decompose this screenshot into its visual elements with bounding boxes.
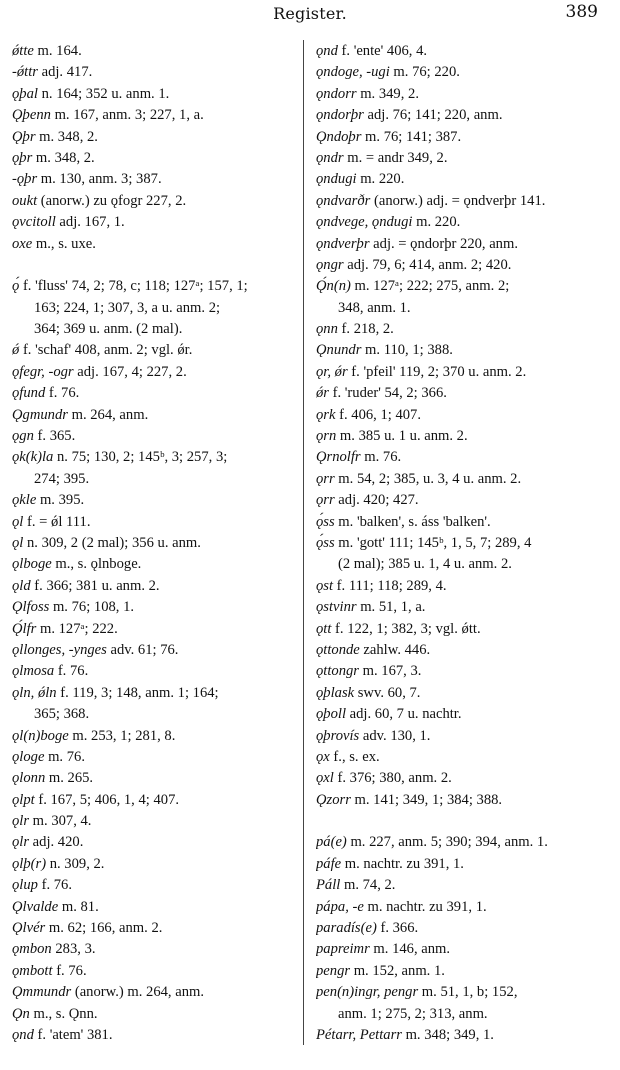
- page-header: [0, 0, 620, 30]
- entry-references: m. 51, 1, a.: [356, 599, 426, 616]
- entry-headword: pápa, -e: [316, 898, 364, 915]
- entry-references: m. 348, 2.: [32, 149, 95, 166]
- entry-references: m. 76.: [44, 748, 85, 765]
- index-entry: [316, 490, 608, 511]
- entry-references: m. 62; 166, anm. 2.: [45, 920, 163, 937]
- index-entry: [12, 918, 296, 939]
- entry-headword: Ǫndoþr: [316, 128, 362, 145]
- entry-references: 163; 224, 1; 307, 3, a u. anm. 2;: [34, 299, 221, 316]
- entry-headword: pen(n)ingr, pengr: [316, 984, 419, 1001]
- entry-headword: ǿr: [316, 385, 329, 402]
- index-entry: [316, 405, 608, 426]
- entry-references: f. 'atem' 381.: [33, 1026, 113, 1043]
- entry-references: m. = andr 349, 2.: [343, 149, 448, 166]
- entry-references: adj. 420; 427.: [334, 492, 419, 509]
- entry-references: m. 265.: [45, 770, 94, 787]
- entry-references: m. 127ᵃ; 222.: [36, 620, 118, 637]
- entry-references: f. 'pfeil' 119, 2; 370 u. anm. 2.: [347, 363, 527, 380]
- entry-references: (anorw.) m. 264, anm.: [71, 984, 204, 1001]
- entry-headword: ǫlboge: [12, 556, 52, 573]
- entry-headword: ǫnn: [316, 321, 338, 338]
- entry-headword: ǫl(n)boge: [12, 727, 69, 744]
- index-entry: [316, 41, 608, 62]
- index-entry: [316, 918, 608, 939]
- entry-references: m. 'gott' 111; 145ᵇ, 1, 5, 7; 289, 4: [334, 534, 532, 551]
- entry-references: m. 253, 1; 281, 8.: [68, 727, 176, 744]
- entry-headword: ǫmbon: [12, 941, 52, 958]
- running-title: Register.: [273, 4, 347, 23]
- index-entry: [316, 961, 608, 982]
- entry-references: m. 'balken', s. áss 'balken'.: [334, 513, 491, 530]
- entry-headword: ǫndverþr: [316, 235, 370, 252]
- index-entry: [12, 1025, 296, 1046]
- left-column: [12, 41, 296, 1046]
- entry-headword: ǫgn: [12, 428, 34, 445]
- entry-headword: ǫx: [316, 748, 330, 765]
- entry-headword: ǫlr: [12, 834, 30, 851]
- entry-headword: ǫlr: [12, 813, 30, 830]
- entry-references: m. 348; 349, 1.: [401, 1026, 494, 1043]
- entry-headword: Ǫrnolfr: [316, 449, 361, 466]
- index-entry: [316, 84, 608, 105]
- entry-references: m. 307, 4.: [29, 813, 92, 830]
- entry-headword: ǫndvarðr: [316, 192, 371, 209]
- index-entry: [12, 426, 296, 447]
- entry-references: m. 51, 1, b; 152,: [418, 984, 518, 1001]
- index-entry: [12, 897, 296, 918]
- index-entry: [12, 576, 296, 597]
- entry-headword: ǫþrovís: [316, 727, 360, 744]
- index-entry: [316, 148, 608, 169]
- entry-headword: ǫl: [12, 513, 24, 530]
- index-entry: [316, 875, 608, 896]
- entry-references: f. 119, 3; 148, anm. 1; 164;: [56, 684, 219, 701]
- entry-references: m., s. ǫlnboge.: [51, 556, 142, 573]
- entry-headword: ǫllonges, -ynges: [12, 641, 107, 658]
- index-entry: [12, 939, 296, 960]
- entry-headword: ǫrn: [316, 428, 337, 445]
- entry-headword: Ǫmmundr: [12, 984, 72, 1001]
- column-divider: [303, 40, 304, 1045]
- entry-references: f. 'ente' 406, 4.: [337, 43, 428, 59]
- right-column: [316, 41, 608, 1046]
- entry-references: adj. 76; 141; 220, anm.: [363, 107, 503, 124]
- entry-headword: -ǫþr: [12, 171, 38, 188]
- entry-references: m. 146, anm.: [369, 941, 451, 958]
- entry-references: m. 110, 1; 388.: [361, 342, 453, 359]
- entry-references: (anorw.) zu ǫfogr 227, 2.: [37, 192, 187, 209]
- index-entry: [316, 212, 608, 233]
- index-entry: [12, 191, 296, 212]
- entry-references: adj. 420.: [29, 834, 84, 851]
- entry-headword: ǫndugi: [316, 171, 357, 188]
- entry-references: m. nachtr. zu 391, 1.: [341, 855, 464, 872]
- index-entry: [12, 768, 296, 789]
- index-entry: [316, 319, 608, 340]
- index-entry: [316, 854, 608, 875]
- index-entry: [12, 127, 296, 148]
- entry-continuation-line: [316, 554, 608, 575]
- entry-references: 365; 368.: [34, 706, 90, 723]
- entry-headword: Ǫgmundr: [12, 406, 68, 423]
- entry-references: f. 218, 2.: [337, 321, 394, 338]
- entry-references: adj. 167, 1.: [55, 214, 125, 231]
- entry-headword: ǫrr: [316, 470, 335, 487]
- index-entry: [12, 340, 296, 361]
- entry-headword: ǫln, ǿln: [12, 684, 57, 701]
- entry-headword: Ǫ́n(n): [316, 278, 351, 295]
- index-entry: [316, 426, 608, 447]
- entry-references: f. 122, 1; 382, 3; vgl. ǿtt.: [331, 620, 481, 637]
- index-entry: [12, 854, 296, 875]
- entry-headword: Ǫþr: [12, 128, 36, 145]
- index-entry: [316, 661, 608, 682]
- entry-references: adj. 167, 4; 227, 2.: [73, 363, 187, 380]
- index-entry: [316, 447, 608, 468]
- index-entry: [12, 726, 296, 747]
- index-entry: [12, 276, 296, 297]
- entry-references: m. 167, 3.: [358, 663, 422, 680]
- entry-headword: ǫl: [12, 534, 24, 551]
- entry-headword: Páll: [316, 877, 341, 894]
- entry-headword: ǫfund: [12, 385, 46, 402]
- entry-continuation-line: [12, 469, 296, 490]
- entry-headword: ǫr, ǿr: [316, 363, 348, 380]
- entry-headword: ǫndr: [316, 149, 344, 166]
- index-entry: [12, 640, 296, 661]
- entry-references: m. 348, 2.: [35, 128, 98, 145]
- entry-references: m. 167, anm. 3; 227, 1, a.: [50, 107, 204, 124]
- entry-references: adv. 61; 76.: [106, 641, 179, 658]
- entry-references: n. 75; 130, 2; 145ᵇ, 3; 257, 3;: [53, 449, 228, 466]
- index-entry: [316, 533, 608, 554]
- entry-headword: ǿ: [12, 342, 20, 359]
- entry-references: adv. 130, 1.: [359, 727, 431, 744]
- entry-headword: Ǫþenn: [12, 107, 51, 124]
- entry-headword: pá(e): [316, 834, 347, 851]
- index-entry: [316, 383, 608, 404]
- index-entry: [316, 576, 608, 597]
- entry-headword: Ǫnundr: [316, 342, 362, 359]
- entry-headword: -ǿttr: [12, 64, 38, 81]
- entry-references: m. 54, 2; 385, u. 3, 4 u. anm. 2.: [334, 470, 522, 487]
- index-entry: [12, 982, 296, 1003]
- index-entry: [316, 597, 608, 618]
- entry-references: m. 220.: [412, 214, 461, 231]
- entry-references: m. 164.: [33, 43, 82, 59]
- entry-headword: papreimr: [316, 941, 370, 958]
- index-entry: [316, 469, 608, 490]
- entry-references: zahlw. 446.: [359, 641, 431, 658]
- index-entry: [12, 41, 296, 62]
- entry-headword: ǫfegr, -ogr: [12, 363, 74, 380]
- entry-references: f. 76.: [54, 663, 89, 680]
- index-entry: [316, 234, 608, 255]
- entry-references: m. 76; 108, 1.: [49, 599, 135, 616]
- entry-headword: ǫndorþr: [316, 107, 364, 124]
- entry-references: f. 365.: [33, 428, 76, 445]
- entry-references: m. 76.: [360, 449, 402, 466]
- index-entry: [12, 961, 296, 982]
- entry-continuation-line: [12, 704, 296, 725]
- entry-references: f. 'ruder' 54, 2; 366.: [328, 385, 447, 402]
- entry-references: m., s. uxe.: [32, 235, 96, 252]
- index-entry: [12, 554, 296, 575]
- index-entry: [316, 768, 608, 789]
- index-entry: [316, 255, 608, 276]
- entry-references: m. 349, 2.: [356, 85, 419, 102]
- index-entry: [12, 790, 296, 811]
- entry-references: adj. 79, 6; 414, anm. 2; 420.: [343, 256, 512, 273]
- index-entry: [316, 340, 608, 361]
- index-entry: [12, 234, 296, 255]
- entry-continuation-line: [316, 298, 608, 319]
- entry-headword: Ǫlvér: [12, 920, 46, 937]
- entry-headword: ǿtte: [12, 43, 34, 59]
- index-entry: [316, 362, 608, 383]
- entry-references: m. 127ᵃ; 222; 275, anm. 2;: [350, 278, 510, 295]
- entry-headword: ǫndorr: [316, 85, 357, 102]
- entry-references: f. 111; 118; 289, 4.: [333, 577, 447, 594]
- entry-headword: ǫttonde: [316, 641, 360, 658]
- entry-references: m. 81.: [58, 898, 99, 915]
- entry-references: f. 406, 1; 407.: [335, 406, 422, 423]
- index-entry: [12, 447, 296, 468]
- index-entry: [316, 619, 608, 640]
- entry-headword: Ǫlfoss: [12, 599, 50, 616]
- index-entry: [12, 597, 296, 618]
- entry-references: anm. 1; 275, 2; 313, anm.: [338, 1005, 488, 1022]
- entry-continuation-line: [12, 319, 296, 340]
- section-gap: [316, 811, 608, 832]
- entry-references: adj. = ǫndorþr 220, anm.: [369, 235, 518, 252]
- entry-headword: oxe: [12, 235, 33, 252]
- entry-headword: ǫndoge, -ugi: [316, 64, 390, 81]
- entry-references: (2 mal); 385 u. 1, 4 u. anm. 2.: [338, 556, 512, 573]
- entry-references: f. 'fluss' 74, 2; 78, c; 118; 127ᵃ; 157, 1;: [19, 278, 248, 295]
- index-entry: [12, 533, 296, 554]
- entry-references: f. = ǿl 111.: [23, 513, 91, 530]
- entry-references: swv. 60, 7.: [354, 684, 421, 701]
- entry-references: f. 76.: [45, 385, 80, 402]
- entry-references: m. 76; 141; 387.: [361, 128, 462, 145]
- entry-references: m. 385 u. 1 u. anm. 2.: [336, 428, 468, 445]
- index-entry: [12, 619, 296, 640]
- entry-references: f. 'schaf' 408, anm. 2; vgl. ǿr.: [19, 342, 193, 359]
- entry-headword: ǫngr: [316, 256, 344, 273]
- index-entry: [12, 1004, 296, 1025]
- entry-headword: ǫstvinr: [316, 599, 357, 616]
- entry-continuation-line: [316, 1004, 608, 1025]
- entry-headword: ǫxl: [316, 770, 334, 787]
- entry-headword: ǫld: [12, 577, 31, 594]
- index-entry: [12, 512, 296, 533]
- entry-references: f. 366; 381 u. anm. 2.: [30, 577, 160, 594]
- entry-headword: ǫnd: [12, 1026, 34, 1043]
- index-entry: [12, 105, 296, 126]
- entry-references: m. 74, 2.: [340, 877, 396, 894]
- entry-references: m., s. Ǫnn.: [29, 1005, 98, 1022]
- entry-headword: ǫlonn: [12, 770, 46, 787]
- entry-references: f. 76.: [37, 877, 73, 894]
- index-entry: [12, 169, 296, 190]
- index-entry: [316, 276, 608, 297]
- entry-headword: páfe: [316, 855, 342, 872]
- entry-headword: ǫþoll: [316, 706, 346, 723]
- entry-headword: ǫrr: [316, 492, 335, 509]
- entry-headword: ǫþlask: [316, 684, 355, 701]
- entry-references: n. 309, 2.: [46, 855, 105, 872]
- entry-references: m. 395.: [36, 492, 85, 509]
- entry-references: f., s. ex.: [329, 748, 380, 765]
- entry-headword: ǫþr: [12, 149, 33, 166]
- index-entry: [316, 704, 608, 725]
- index-entry: [316, 62, 608, 83]
- entry-headword: Pétarr, Pettarr: [316, 1026, 402, 1043]
- index-entry: [316, 191, 608, 212]
- entry-headword: ǫ́ss: [316, 513, 335, 530]
- entry-references: m. 264, anm.: [67, 406, 149, 423]
- index-entry: [12, 683, 296, 704]
- index-entry: [316, 790, 608, 811]
- entry-headword: Ǫn: [12, 1005, 30, 1022]
- entry-references: adj. 417.: [37, 64, 93, 81]
- entry-references: 348, anm. 1.: [338, 299, 411, 316]
- entry-headword: Ǫ́lfr: [12, 620, 37, 637]
- index-entry: [316, 1025, 608, 1046]
- entry-headword: ǫrk: [316, 406, 336, 423]
- entry-headword: oukt: [12, 192, 38, 209]
- entry-references: m. 227, anm. 5; 390; 394, anm. 1.: [346, 834, 548, 851]
- entry-references: m. 76; 220.: [389, 64, 460, 81]
- entry-headword: paradís(e): [316, 920, 377, 937]
- entry-references: m. 220.: [356, 171, 405, 188]
- entry-headword: ǫkle: [12, 492, 37, 509]
- index-entry: [316, 105, 608, 126]
- entry-continuation-line: [12, 298, 296, 319]
- index-entry: [12, 811, 296, 832]
- entry-headword: ǫnd: [316, 43, 338, 59]
- entry-headword: ǫþal: [12, 85, 38, 102]
- entry-references: 283, 3.: [51, 941, 96, 958]
- entry-headword: ǫmbott: [12, 962, 53, 979]
- index-entry: [12, 383, 296, 404]
- index-entry: [12, 405, 296, 426]
- index-entry: [12, 490, 296, 511]
- entry-headword: Ǫzorr: [316, 791, 351, 808]
- index-entry: [12, 362, 296, 383]
- entry-references: m. 141; 349, 1; 384; 388.: [350, 791, 503, 808]
- index-entry: [12, 148, 296, 169]
- entry-headword: ǫlþ(r): [12, 855, 47, 872]
- entry-headword: ǫ́: [12, 278, 20, 295]
- entry-headword: ǫloge: [12, 748, 45, 765]
- entry-references: n. 164; 352 u. anm. 1.: [37, 85, 170, 102]
- entry-references: m. 152, anm. 1.: [350, 962, 445, 979]
- entry-references: 364; 369 u. anm. (2 mal).: [34, 321, 183, 338]
- index-entry: [316, 832, 608, 853]
- index-entry: [316, 640, 608, 661]
- entry-references: f. 167, 5; 406, 1, 4; 407.: [34, 791, 180, 808]
- index-entry: [316, 683, 608, 704]
- entry-headword: ǫst: [316, 577, 334, 594]
- index-entry: [316, 169, 608, 190]
- entry-references: 274; 395.: [34, 470, 90, 487]
- entry-headword: ǫlmosa: [12, 663, 55, 680]
- entry-headword: ǫndvege, ǫndugi: [316, 214, 413, 231]
- entry-headword: ǫttongr: [316, 663, 359, 680]
- entry-references: m. 130, anm. 3; 387.: [37, 171, 162, 188]
- entry-references: f. 376; 380, anm. 2.: [333, 770, 452, 787]
- entry-headword: pengr: [316, 962, 351, 979]
- index-entry: [12, 832, 296, 853]
- entry-references: n. 309, 2 (2 mal); 356 u. anm.: [23, 534, 201, 551]
- entry-headword: ǫvcitoll: [12, 214, 56, 231]
- index-entry: [12, 747, 296, 768]
- index-entry: [12, 62, 296, 83]
- index-entry: [316, 897, 608, 918]
- index-entry: [316, 982, 608, 1003]
- index-entry: [12, 212, 296, 233]
- index-entry: [316, 726, 608, 747]
- index-entry: [12, 875, 296, 896]
- index-entry: [12, 661, 296, 682]
- entry-headword: ǫ́ss: [316, 534, 335, 551]
- entry-headword: ǫk(k)la: [12, 449, 54, 466]
- entry-headword: ǫlup: [12, 877, 38, 894]
- entry-headword: ǫlpt: [12, 791, 35, 808]
- entry-references: adj. 60, 7 u. nachtr.: [346, 706, 462, 723]
- entry-headword: Ǫlvalde: [12, 898, 59, 915]
- entry-references: (anorw.) adj. = ǫndverþr 141.: [370, 192, 546, 209]
- index-entry: [12, 84, 296, 105]
- entry-references: m. nachtr. zu 391, 1.: [363, 898, 487, 915]
- entry-references: f. 76.: [52, 962, 87, 979]
- index-entry: [316, 747, 608, 768]
- page-number: 389: [565, 2, 598, 22]
- entry-references: f. 366.: [376, 920, 419, 937]
- index-entry: [316, 127, 608, 148]
- index-entry: [316, 939, 608, 960]
- index-entry: [316, 512, 608, 533]
- entry-headword: ǫtt: [316, 620, 332, 637]
- section-gap: [12, 255, 296, 276]
